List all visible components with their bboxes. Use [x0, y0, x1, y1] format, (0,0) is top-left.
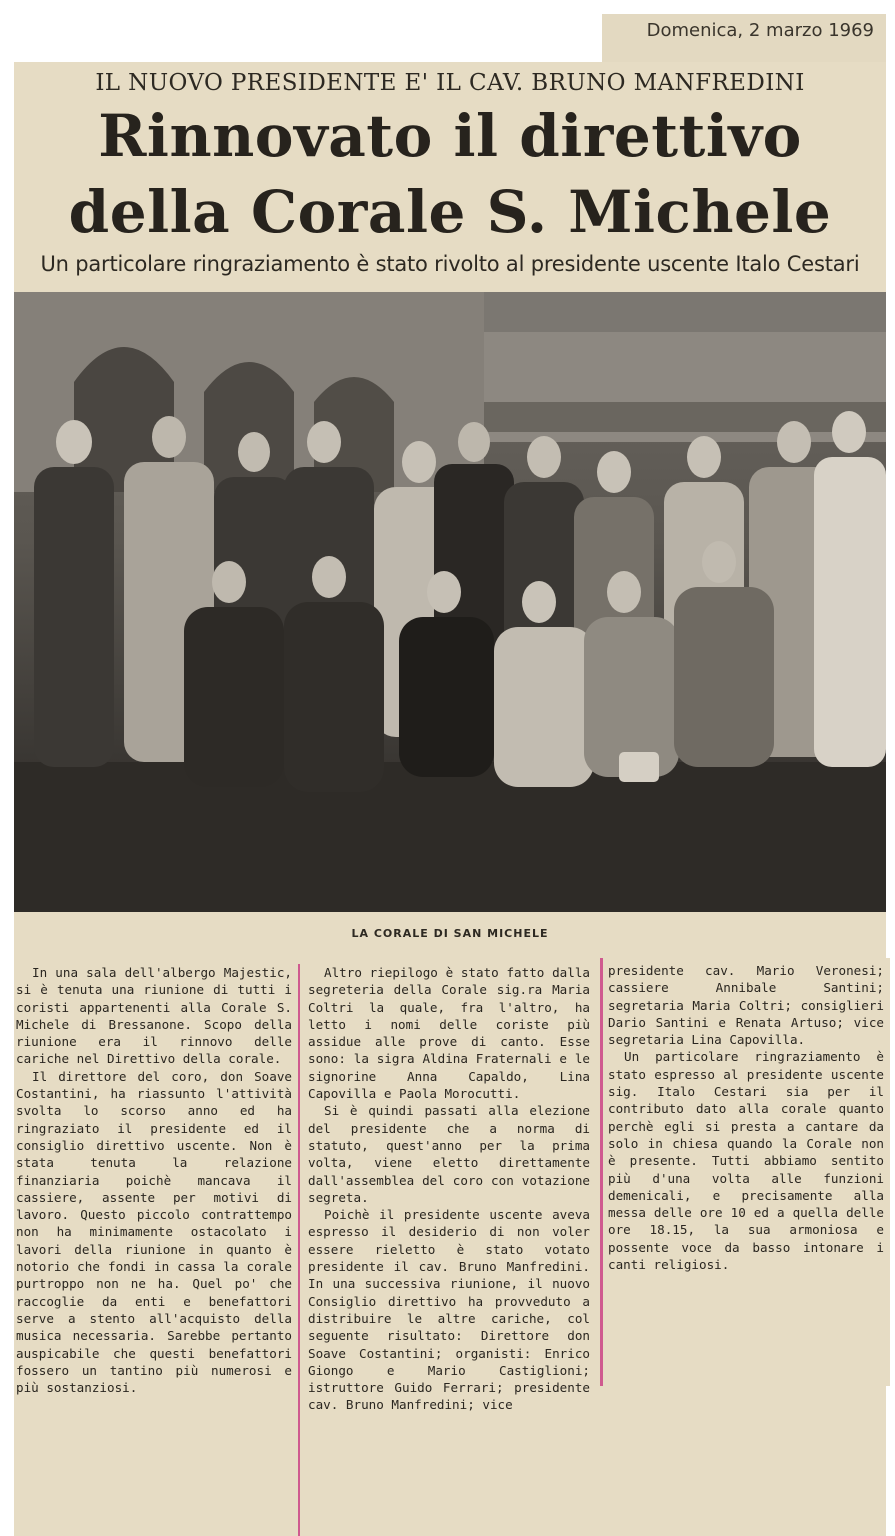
paragraph: presidente cav. Mario Veronesi; cassiere Annibale Santini; segretaria Maria Coltri; consiglieri Dario Santini e Renata Artuso; vice segretaria Lina Capovilla. — [608, 963, 884, 1048]
headline-line-2: della Corale S. Michele — [68, 178, 832, 246]
article-column-1 — [16, 964, 292, 1396]
paragraph: Altro riepilogo è stato fatto dalla segreteria della Corale sig.ra Maria Coltri la quale, fra l'altro, ha letto i nomi delle coriste più assidue alle prove di canto. Esse sono: la sigra Aldina Fraternali e le signorine Anna Capaldo, Lina Capovilla e Paola Morocutti. — [308, 965, 590, 1102]
paragraph: In una sala dell'albergo Majestic, si è tenuta una riunione di tutti i coristi appartenenti alla Corale S. Michele di Bressanone. Scopo della riunione era il rinnovo delle cariche nel Direttivo della corale. — [16, 965, 292, 1067]
headline-line-1: Rinnovato il direttivo — [98, 102, 802, 170]
paragraph: Poichè il presidente uscente aveva espresso il desiderio di non voler essere rieletto è stato votato presidente il cav. Bruno Manfredini. In una successiva riunione, il nuovo Consiglio direttivo ha provveduto a distribuire le altre cariche, col seguente risultato: Direttore don Soave Costantini; organisti: Enrico Giongo e Mario Castiglioni; istruttore Guido Ferrari; presidente cav. Bruno Manfredini; vice — [308, 1207, 590, 1413]
article-column-3 — [608, 962, 884, 1273]
paragraph: Il direttore del coro, don Soave Costantini, ha riassunto l'attività svolta lo scorso anno ed ha ringraziato il presidente ed il consiglio direttivo uscente. Non è stata tenuta la relazione finanziaria poichè mancava il cassiere, assente per motivi di lavoro. Questo piccolo contrattempo non ha minimamente ostacolato i lavori della riunione in quanto è notorio che fondi in cassa la corale purtroppo non ne ha. Quel po' che raccoglie da enti e benefattori serve a stento all'acquisto della musica necessaria. Sarebbe pertanto auspicabile che questi benefattori fossero un tantino più numerosi e più sostanziosi. — [16, 1068, 292, 1396]
column-divider — [298, 964, 300, 1536]
article-subheading: Un particolare ringraziamento è stato rivolto al presidente uscente Italo Cestari — [40, 252, 860, 276]
publication-date: Domenica, 2 marzo 1969 — [646, 20, 874, 41]
paragraph: Si è quindi passati alla elezione del presidente che a norma di statuto, quest'anno per la prima volta, viene eletto direttamente dall'assemblea del coro con votazione segreta. — [308, 1103, 590, 1205]
choir-group-photo — [14, 292, 886, 912]
article-column-2 — [308, 964, 590, 1414]
photo-caption: LA CORALE DI SAN MICHELE — [351, 927, 549, 940]
paragraph: Un particolare ringraziamento è stato espresso al presidente uscente sig. Italo Cestari sia per il contributo dato alla corale quanto perchè egli si presta a cantare da solo in chiesa quando la Corale non è presente. Tutti abbiamo sentito più d'una volta alle funzioni demenicali, e precisamente alla messa delle ore 10 ed a quella delle ore 18.15, la sua armoniosa e possente voce da basso intonare i canti religiosi. — [608, 1049, 884, 1273]
article-kicker: IL NUOVO PRESIDENTE E' IL CAV. BRUNO MANFREDINI — [95, 70, 805, 96]
